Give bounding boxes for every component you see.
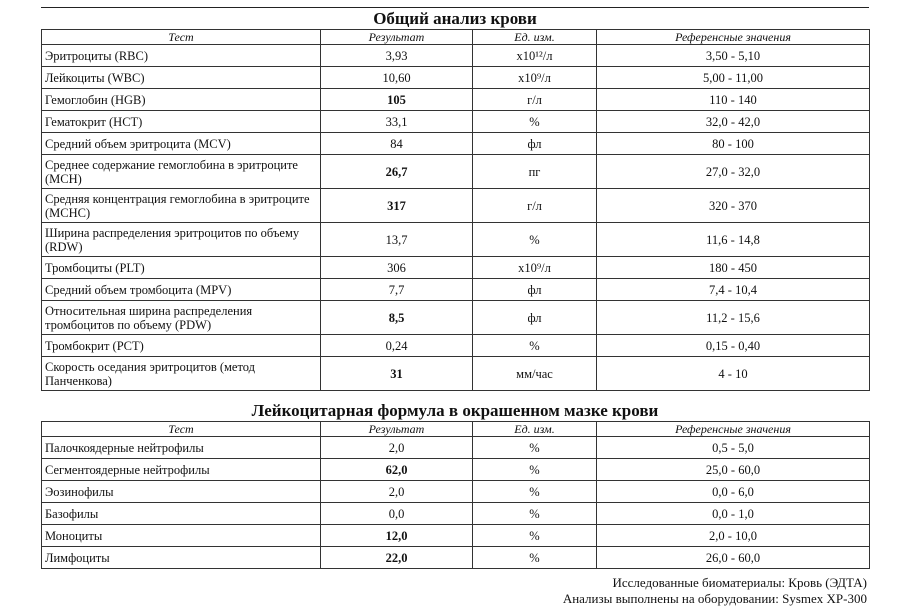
result-value: 8,5 — [321, 301, 473, 335]
footer-biomaterials: Исследованные биоматериалы: Кровь (ЭДТА) — [612, 575, 867, 590]
result-value: 7,7 — [321, 279, 473, 301]
test-name: Средний объем эритроцита (MCV) — [42, 133, 321, 155]
table-row — [42, 335, 870, 357]
table-row — [42, 45, 870, 67]
reference-range: 5,00 - 11,00 — [597, 67, 870, 89]
unit-value: % — [473, 503, 597, 525]
col-result: Результат — [321, 422, 473, 437]
unit-value: фл — [473, 279, 597, 301]
table-row — [42, 89, 870, 111]
reference-range: 7,4 - 10,4 — [597, 279, 870, 301]
diff-title: Лейкоцитарная формула в окрашенном мазке крови — [251, 401, 659, 420]
unit-value: мм/час — [473, 357, 597, 391]
unit-value: x10⁹/л — [473, 257, 597, 279]
diff-section — [41, 401, 869, 569]
result-value: 2,0 — [321, 437, 473, 459]
reference-range: 27,0 - 32,0 — [597, 155, 870, 189]
unit-value: % — [473, 437, 597, 459]
cbc-table — [41, 29, 870, 391]
unit-value: % — [473, 525, 597, 547]
unit-value: % — [473, 335, 597, 357]
col-unit: Ед. изм. — [473, 30, 597, 45]
table-row — [42, 155, 870, 189]
reference-range: 2,0 - 10,0 — [597, 525, 870, 547]
table-row — [42, 357, 870, 391]
result-value: 10,60 — [321, 67, 473, 89]
reference-range: 0,0 - 1,0 — [597, 503, 870, 525]
reference-range: 110 - 140 — [597, 89, 870, 111]
table-row — [42, 279, 870, 301]
test-name: Лимфоциты — [42, 547, 321, 569]
result-value: 317 — [321, 189, 473, 223]
test-name: Базофилы — [42, 503, 321, 525]
col-result: Результат — [321, 30, 473, 45]
cbc-title: Общий анализ крови — [373, 9, 537, 28]
test-name: Палочкоядерные нейтрофилы — [42, 437, 321, 459]
footer — [563, 575, 867, 607]
reference-range: 3,50 - 5,10 — [597, 45, 870, 67]
reference-range: 11,2 - 15,6 — [597, 301, 870, 335]
result-value: 105 — [321, 89, 473, 111]
reference-range: 32,0 - 42,0 — [597, 111, 870, 133]
table-row — [42, 223, 870, 257]
test-name: Лейкоциты (WBC) — [42, 67, 321, 89]
cbc-section — [41, 9, 869, 391]
reference-range: 26,0 - 60,0 — [597, 547, 870, 569]
table-row — [42, 111, 870, 133]
diff-header-row — [42, 422, 870, 437]
table-row — [42, 459, 870, 481]
reference-range: 4 - 10 — [597, 357, 870, 391]
footer-equipment: Анализы выполнены на оборудовании: Sysmex XP-300 — [562, 591, 867, 606]
col-ref: Референсные значения — [597, 30, 870, 45]
result-value: 31 — [321, 357, 473, 391]
table-row — [42, 525, 870, 547]
table-row — [42, 547, 870, 569]
unit-value: x10⁹/л — [473, 67, 597, 89]
result-value: 13,7 — [321, 223, 473, 257]
unit-value: г/л — [473, 89, 597, 111]
table-row — [42, 503, 870, 525]
top-rule — [41, 7, 869, 8]
test-name: Тромбокрит (PCT) — [42, 335, 321, 357]
result-value: 3,93 — [321, 45, 473, 67]
table-row — [42, 67, 870, 89]
reference-range: 0,15 - 0,40 — [597, 335, 870, 357]
unit-value: пг — [473, 155, 597, 189]
reference-range: 80 - 100 — [597, 133, 870, 155]
test-name: Средняя концентрация гемоглобина в эритроците (MCHC) — [42, 189, 321, 223]
test-name: Среднее содержание гемоглобина в эритроците (MCH) — [42, 155, 321, 189]
test-name: Гемоглобин (HGB) — [42, 89, 321, 111]
unit-value: г/л — [473, 189, 597, 223]
result-value: 84 — [321, 133, 473, 155]
unit-value: x10¹²/л — [473, 45, 597, 67]
test-name: Тромбоциты (PLT) — [42, 257, 321, 279]
test-name: Средний объем тромбоцита (MPV) — [42, 279, 321, 301]
test-name: Ширина распределения эритроцитов по объему (RDW) — [42, 223, 321, 257]
reference-range: 11,6 - 14,8 — [597, 223, 870, 257]
reference-range: 0,5 - 5,0 — [597, 437, 870, 459]
col-test: Тест — [42, 422, 321, 437]
table-row — [42, 257, 870, 279]
table-row — [42, 301, 870, 335]
col-unit: Ед. изм. — [473, 422, 597, 437]
result-value: 2,0 — [321, 481, 473, 503]
reference-range: 320 - 370 — [597, 189, 870, 223]
result-value: 62,0 — [321, 459, 473, 481]
unit-value: % — [473, 481, 597, 503]
result-value: 0,24 — [321, 335, 473, 357]
result-value: 306 — [321, 257, 473, 279]
test-name: Скорость оседания эритроцитов (метод Панченкова) — [42, 357, 321, 391]
unit-value: % — [473, 459, 597, 481]
result-value: 12,0 — [321, 525, 473, 547]
unit-value: % — [473, 111, 597, 133]
result-value: 26,7 — [321, 155, 473, 189]
diff-body — [42, 437, 870, 569]
test-name: Относительная ширина распределения тромбоцитов по объему (PDW) — [42, 301, 321, 335]
cbc-header-row — [42, 30, 870, 45]
reference-range: 0,0 - 6,0 — [597, 481, 870, 503]
test-name: Эозинофилы — [42, 481, 321, 503]
test-name: Эритроциты (RBC) — [42, 45, 321, 67]
diff-table — [41, 421, 870, 569]
table-row — [42, 481, 870, 503]
result-value: 33,1 — [321, 111, 473, 133]
reference-range: 180 - 450 — [597, 257, 870, 279]
unit-value: фл — [473, 133, 597, 155]
test-name: Гематокрит (HCT) — [42, 111, 321, 133]
unit-value: % — [473, 547, 597, 569]
result-value: 22,0 — [321, 547, 473, 569]
table-row — [42, 133, 870, 155]
result-value: 0,0 — [321, 503, 473, 525]
cbc-body — [42, 45, 870, 391]
reference-range: 25,0 - 60,0 — [597, 459, 870, 481]
col-test: Тест — [42, 30, 321, 45]
table-row — [42, 189, 870, 223]
unit-value: % — [473, 223, 597, 257]
unit-value: фл — [473, 301, 597, 335]
table-row — [42, 437, 870, 459]
col-ref: Референсные значения — [597, 422, 870, 437]
test-name: Сегментоядерные нейтрофилы — [42, 459, 321, 481]
test-name: Моноциты — [42, 525, 321, 547]
